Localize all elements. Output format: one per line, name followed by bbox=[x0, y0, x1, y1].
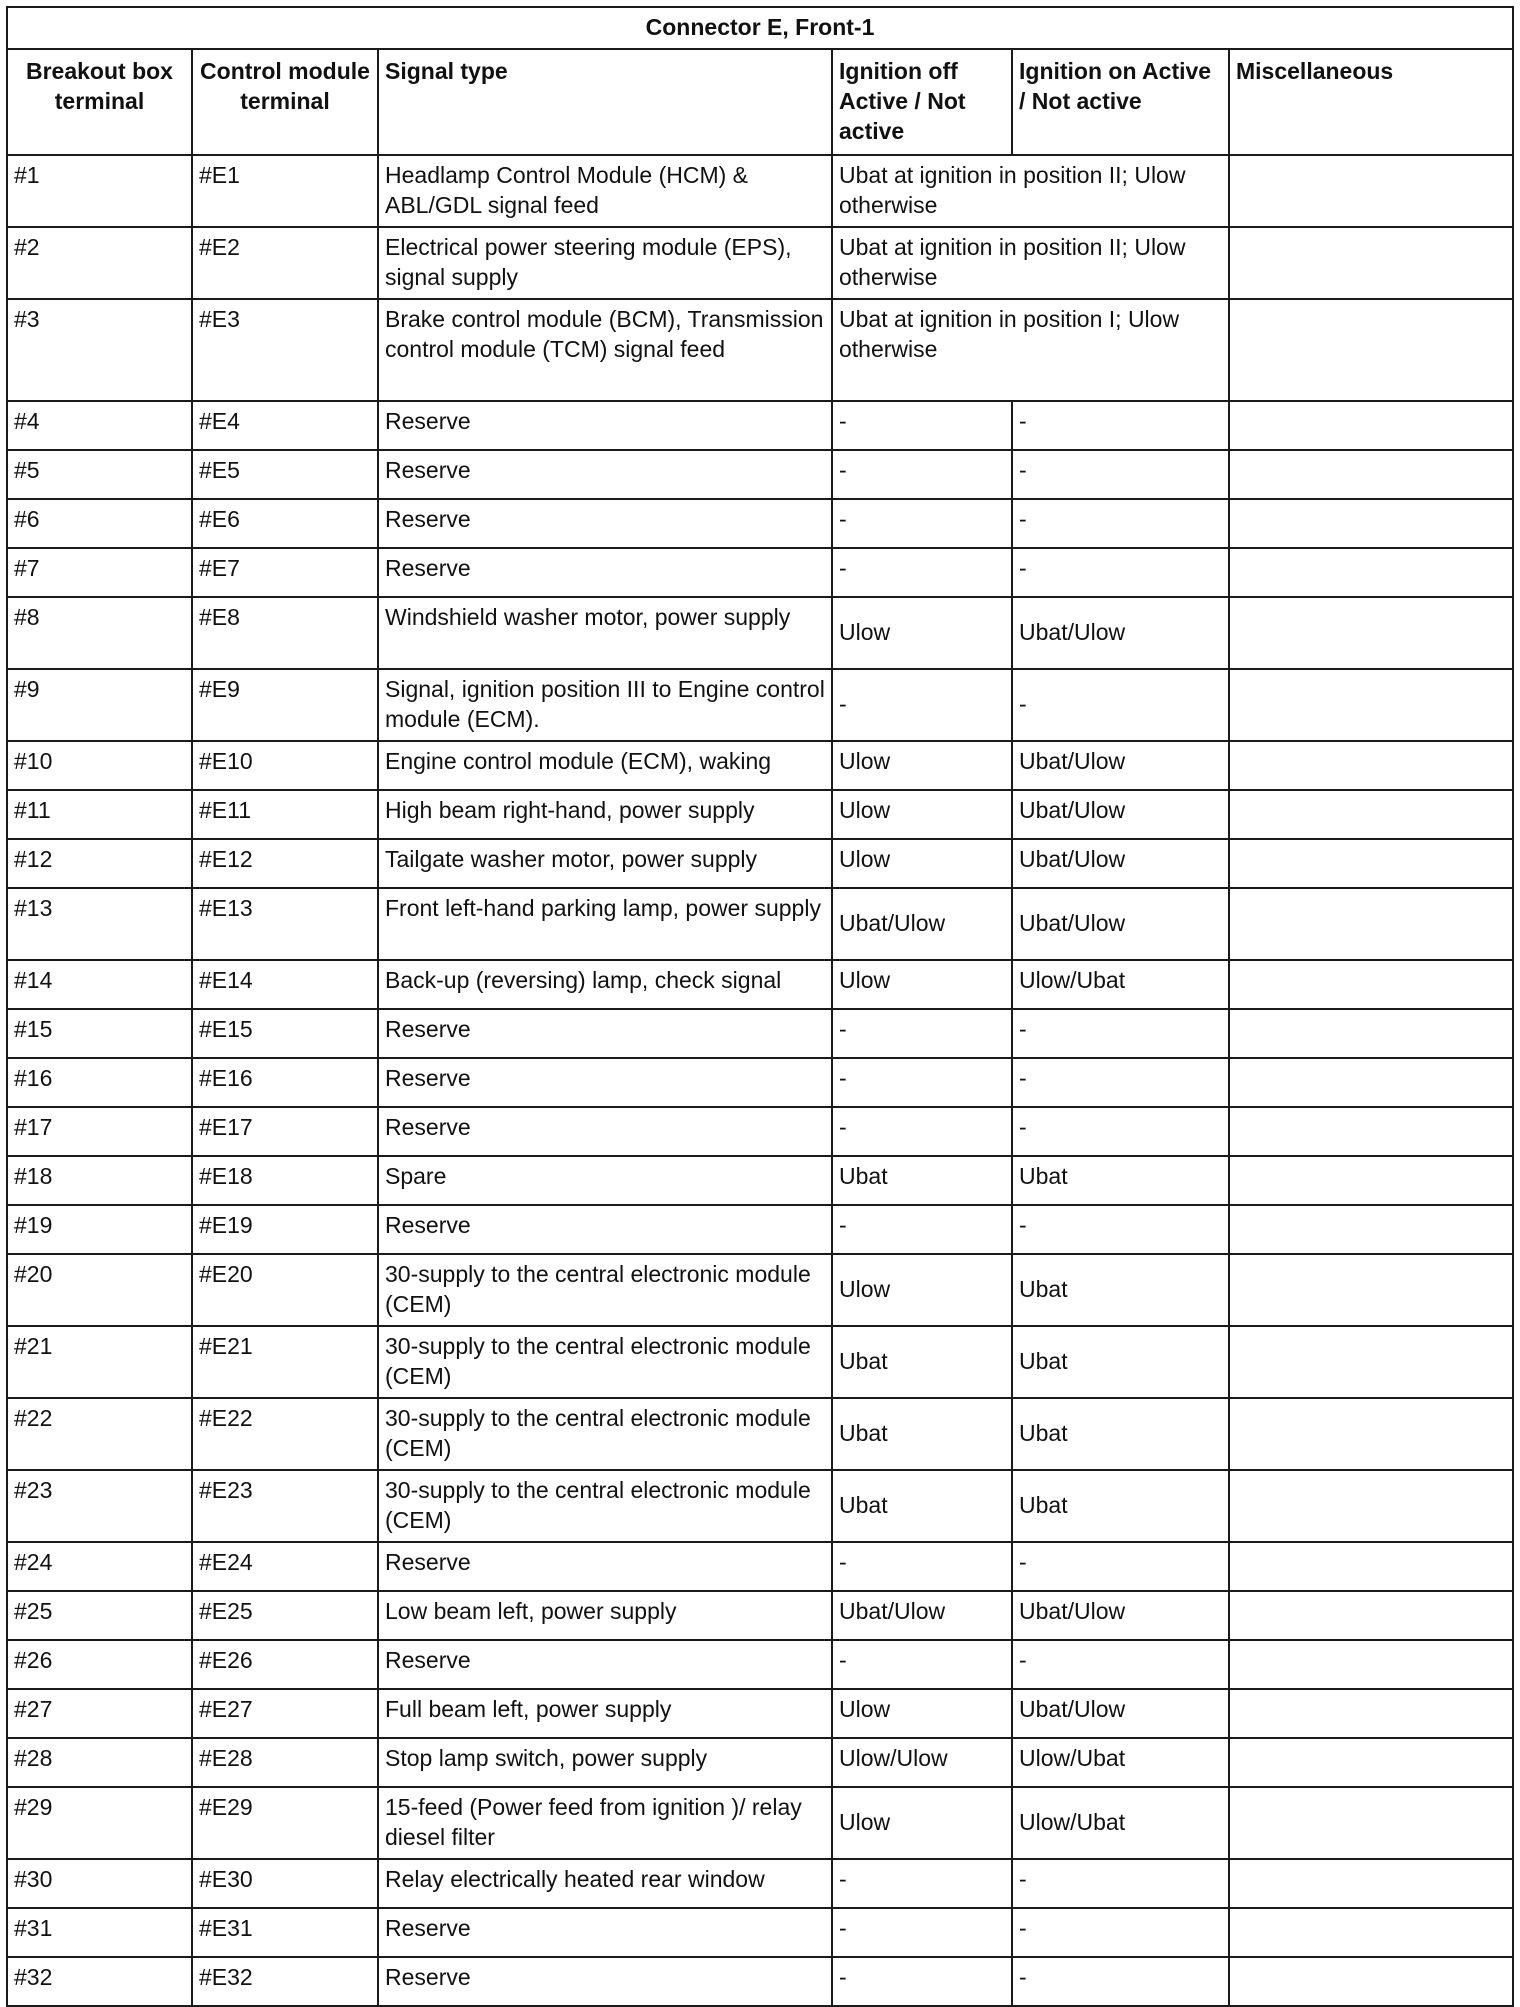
signal-type-cell: Headlamp Control Module (HCM) & ABL/GDL signal feed bbox=[378, 155, 832, 227]
breakout-terminal-cell: #31 bbox=[7, 1908, 192, 1957]
miscellaneous-cell bbox=[1229, 1859, 1513, 1908]
breakout-terminal-cell: #29 bbox=[7, 1787, 192, 1859]
header-miscellaneous: Miscellaneous bbox=[1229, 49, 1513, 155]
breakout-terminal-cell: #30 bbox=[7, 1859, 192, 1908]
signal-type-cell: Engine control module (ECM), waking bbox=[378, 741, 832, 790]
table-row bbox=[7, 499, 1513, 548]
breakout-terminal-cell: #21 bbox=[7, 1326, 192, 1398]
signal-type-cell: Reserve bbox=[378, 450, 832, 499]
control-terminal-cell: #E7 bbox=[192, 548, 378, 597]
ignition-off-cell: Ulow bbox=[832, 790, 1012, 839]
control-terminal-cell: #E22 bbox=[192, 1398, 378, 1470]
miscellaneous-cell bbox=[1229, 1470, 1513, 1542]
ignition-off-cell: - bbox=[832, 1542, 1012, 1591]
table-row bbox=[7, 1470, 1513, 1542]
ignition-off-cell: - bbox=[832, 1009, 1012, 1058]
ignition-off-cell: Ulow bbox=[832, 1787, 1012, 1859]
signal-type-cell: Relay electrically heated rear window bbox=[378, 1859, 832, 1908]
header-breakout-box-terminal: Breakout box terminal bbox=[7, 49, 192, 155]
miscellaneous-cell bbox=[1229, 1908, 1513, 1957]
control-terminal-cell: #E11 bbox=[192, 790, 378, 839]
ignition-off-cell: Ubat bbox=[832, 1470, 1012, 1542]
ignition-on-cell: Ubat/Ulow bbox=[1012, 1689, 1229, 1738]
ignition-off-cell: - bbox=[832, 1058, 1012, 1107]
control-terminal-cell: #E5 bbox=[192, 450, 378, 499]
ignition-on-cell: - bbox=[1012, 669, 1229, 741]
ignition-on-cell: Ulow/Ubat bbox=[1012, 960, 1229, 1009]
ignition-off-cell: - bbox=[832, 1107, 1012, 1156]
signal-type-cell: Reserve bbox=[378, 1542, 832, 1591]
ignition-off-cell: Ulow bbox=[832, 597, 1012, 669]
table-row bbox=[7, 155, 1513, 227]
table-row bbox=[7, 1107, 1513, 1156]
signal-type-cell: Reserve bbox=[378, 1205, 832, 1254]
signal-type-cell: Reserve bbox=[378, 1058, 832, 1107]
ignition-off-cell: - bbox=[832, 548, 1012, 597]
ignition-off-cell: - bbox=[832, 401, 1012, 450]
miscellaneous-cell bbox=[1229, 1398, 1513, 1470]
ignition-off-cell: - bbox=[832, 1957, 1012, 2006]
ignition-state-cell: Ubat at ignition in position II; Ulow otherwise bbox=[832, 227, 1229, 299]
table-row bbox=[7, 839, 1513, 888]
table-row bbox=[7, 1254, 1513, 1326]
control-terminal-cell: #E27 bbox=[192, 1689, 378, 1738]
miscellaneous-cell bbox=[1229, 1640, 1513, 1689]
breakout-terminal-cell: #2 bbox=[7, 227, 192, 299]
ignition-off-cell: - bbox=[832, 1640, 1012, 1689]
table-row bbox=[7, 1009, 1513, 1058]
ignition-on-cell: Ubat bbox=[1012, 1254, 1229, 1326]
breakout-terminal-cell: #32 bbox=[7, 1957, 192, 2006]
table-row bbox=[7, 888, 1513, 960]
signal-type-cell: 30-supply to the central electronic module (CEM) bbox=[378, 1326, 832, 1398]
miscellaneous-cell bbox=[1229, 1107, 1513, 1156]
table-row bbox=[7, 1957, 1513, 2006]
ignition-on-cell: - bbox=[1012, 1640, 1229, 1689]
control-terminal-cell: #E17 bbox=[192, 1107, 378, 1156]
ignition-off-cell: Ubat/Ulow bbox=[832, 888, 1012, 960]
table-row bbox=[7, 1689, 1513, 1738]
table-body bbox=[7, 155, 1513, 2006]
breakout-terminal-cell: #15 bbox=[7, 1009, 192, 1058]
ignition-on-cell: - bbox=[1012, 1107, 1229, 1156]
control-terminal-cell: #E1 bbox=[192, 155, 378, 227]
table-row bbox=[7, 227, 1513, 299]
control-terminal-cell: #E23 bbox=[192, 1470, 378, 1542]
control-terminal-cell: #E8 bbox=[192, 597, 378, 669]
ignition-on-cell: Ubat/Ulow bbox=[1012, 888, 1229, 960]
miscellaneous-cell bbox=[1229, 597, 1513, 669]
breakout-terminal-cell: #20 bbox=[7, 1254, 192, 1326]
control-terminal-cell: #E30 bbox=[192, 1859, 378, 1908]
signal-type-cell: Reserve bbox=[378, 548, 832, 597]
miscellaneous-cell bbox=[1229, 1957, 1513, 2006]
miscellaneous-cell bbox=[1229, 741, 1513, 790]
signal-type-cell: 30-supply to the central electronic module (CEM) bbox=[378, 1470, 832, 1542]
table-row bbox=[7, 1640, 1513, 1689]
signal-type-cell: Reserve bbox=[378, 1107, 832, 1156]
table-row bbox=[7, 597, 1513, 669]
table-row bbox=[7, 1398, 1513, 1470]
ignition-on-cell: Ubat bbox=[1012, 1398, 1229, 1470]
control-terminal-cell: #E25 bbox=[192, 1591, 378, 1640]
breakout-terminal-cell: #28 bbox=[7, 1738, 192, 1787]
table-title: Connector E, Front-1 bbox=[7, 7, 1513, 49]
table-row bbox=[7, 1787, 1513, 1859]
miscellaneous-cell bbox=[1229, 669, 1513, 741]
ignition-off-cell: Ulow bbox=[832, 1254, 1012, 1326]
breakout-terminal-cell: #16 bbox=[7, 1058, 192, 1107]
ignition-on-cell: - bbox=[1012, 1908, 1229, 1957]
miscellaneous-cell bbox=[1229, 450, 1513, 499]
control-terminal-cell: #E29 bbox=[192, 1787, 378, 1859]
breakout-terminal-cell: #6 bbox=[7, 499, 192, 548]
miscellaneous-cell bbox=[1229, 401, 1513, 450]
table-row bbox=[7, 1859, 1513, 1908]
signal-type-cell: Windshield washer motor, power supply bbox=[378, 597, 832, 669]
control-terminal-cell: #E28 bbox=[192, 1738, 378, 1787]
connector-table-container bbox=[6, 6, 1512, 2007]
ignition-off-cell: Ubat bbox=[832, 1156, 1012, 1205]
miscellaneous-cell bbox=[1229, 1058, 1513, 1107]
table-row bbox=[7, 450, 1513, 499]
breakout-terminal-cell: #19 bbox=[7, 1205, 192, 1254]
signal-type-cell: Reserve bbox=[378, 1009, 832, 1058]
control-terminal-cell: #E18 bbox=[192, 1156, 378, 1205]
miscellaneous-cell bbox=[1229, 888, 1513, 960]
ignition-on-cell: - bbox=[1012, 450, 1229, 499]
header-ignition-off: Ignition off Active / Not active bbox=[832, 49, 1012, 155]
table-row bbox=[7, 401, 1513, 450]
control-terminal-cell: #E9 bbox=[192, 669, 378, 741]
table-row bbox=[7, 960, 1513, 1009]
table-row bbox=[7, 548, 1513, 597]
miscellaneous-cell bbox=[1229, 1326, 1513, 1398]
table-row bbox=[7, 1326, 1513, 1398]
breakout-terminal-cell: #9 bbox=[7, 669, 192, 741]
control-terminal-cell: #E6 bbox=[192, 499, 378, 548]
miscellaneous-cell bbox=[1229, 839, 1513, 888]
miscellaneous-cell bbox=[1229, 1591, 1513, 1640]
miscellaneous-cell bbox=[1229, 227, 1513, 299]
miscellaneous-cell bbox=[1229, 1156, 1513, 1205]
ignition-on-cell: Ulow/Ubat bbox=[1012, 1738, 1229, 1787]
ignition-on-cell: Ubat/Ulow bbox=[1012, 1591, 1229, 1640]
signal-type-cell: 15-feed (Power feed from ignition )/ relay diesel filter bbox=[378, 1787, 832, 1859]
miscellaneous-cell bbox=[1229, 960, 1513, 1009]
ignition-on-cell: - bbox=[1012, 1957, 1229, 2006]
signal-type-cell: Signal, ignition position III to Engine control module (ECM). bbox=[378, 669, 832, 741]
miscellaneous-cell bbox=[1229, 790, 1513, 839]
signal-type-cell: 30-supply to the central electronic module (CEM) bbox=[378, 1398, 832, 1470]
signal-type-cell: Reserve bbox=[378, 401, 832, 450]
signal-type-cell: Brake control module (BCM), Transmission control module (TCM) signal feed bbox=[378, 299, 832, 401]
ignition-off-cell: Ulow/Ulow bbox=[832, 1738, 1012, 1787]
ignition-off-cell: - bbox=[832, 450, 1012, 499]
ignition-on-cell: - bbox=[1012, 499, 1229, 548]
miscellaneous-cell bbox=[1229, 1738, 1513, 1787]
ignition-state-cell: Ubat at ignition in position I; Ulow otherwise bbox=[832, 299, 1229, 401]
table-row bbox=[7, 669, 1513, 741]
breakout-terminal-cell: #3 bbox=[7, 299, 192, 401]
breakout-terminal-cell: #23 bbox=[7, 1470, 192, 1542]
signal-type-cell: Reserve bbox=[378, 499, 832, 548]
ignition-off-cell: Ulow bbox=[832, 960, 1012, 1009]
signal-type-cell: Back-up (reversing) lamp, check signal bbox=[378, 960, 832, 1009]
ignition-on-cell: Ubat bbox=[1012, 1470, 1229, 1542]
signal-type-cell: Reserve bbox=[378, 1640, 832, 1689]
miscellaneous-cell bbox=[1229, 1689, 1513, 1738]
ignition-on-cell: - bbox=[1012, 548, 1229, 597]
ignition-on-cell: - bbox=[1012, 1859, 1229, 1908]
breakout-terminal-cell: #18 bbox=[7, 1156, 192, 1205]
control-terminal-cell: #E4 bbox=[192, 401, 378, 450]
breakout-terminal-cell: #27 bbox=[7, 1689, 192, 1738]
table-row bbox=[7, 1591, 1513, 1640]
miscellaneous-cell bbox=[1229, 299, 1513, 401]
control-terminal-cell: #E13 bbox=[192, 888, 378, 960]
breakout-terminal-cell: #7 bbox=[7, 548, 192, 597]
signal-type-cell: Tailgate washer motor, power supply bbox=[378, 839, 832, 888]
table-row bbox=[7, 1205, 1513, 1254]
control-terminal-cell: #E14 bbox=[192, 960, 378, 1009]
breakout-terminal-cell: #5 bbox=[7, 450, 192, 499]
control-terminal-cell: #E16 bbox=[192, 1058, 378, 1107]
signal-type-cell: High beam right-hand, power supply bbox=[378, 790, 832, 839]
control-terminal-cell: #E31 bbox=[192, 1908, 378, 1957]
breakout-terminal-cell: #24 bbox=[7, 1542, 192, 1591]
signal-type-cell: Stop lamp switch, power supply bbox=[378, 1738, 832, 1787]
miscellaneous-cell bbox=[1229, 1254, 1513, 1326]
breakout-terminal-cell: #25 bbox=[7, 1591, 192, 1640]
ignition-state-cell: Ubat at ignition in position II; Ulow otherwise bbox=[832, 155, 1229, 227]
ignition-off-cell: - bbox=[832, 669, 1012, 741]
ignition-on-cell: Ubat bbox=[1012, 1326, 1229, 1398]
signal-type-cell: 30-supply to the central electronic module (CEM) bbox=[378, 1254, 832, 1326]
ignition-off-cell: - bbox=[832, 499, 1012, 548]
ignition-on-cell: Ubat/Ulow bbox=[1012, 839, 1229, 888]
control-terminal-cell: #E21 bbox=[192, 1326, 378, 1398]
breakout-terminal-cell: #10 bbox=[7, 741, 192, 790]
ignition-on-cell: - bbox=[1012, 1205, 1229, 1254]
signal-type-cell: Spare bbox=[378, 1156, 832, 1205]
breakout-terminal-cell: #4 bbox=[7, 401, 192, 450]
table-row bbox=[7, 1156, 1513, 1205]
ignition-off-cell: Ubat bbox=[832, 1326, 1012, 1398]
ignition-off-cell: - bbox=[832, 1859, 1012, 1908]
control-terminal-cell: #E12 bbox=[192, 839, 378, 888]
breakout-terminal-cell: #17 bbox=[7, 1107, 192, 1156]
table-row bbox=[7, 1738, 1513, 1787]
miscellaneous-cell bbox=[1229, 548, 1513, 597]
miscellaneous-cell bbox=[1229, 1542, 1513, 1591]
table-row bbox=[7, 1908, 1513, 1957]
connector-table bbox=[6, 6, 1514, 2007]
table-row bbox=[7, 741, 1513, 790]
breakout-terminal-cell: #13 bbox=[7, 888, 192, 960]
ignition-on-cell: Ubat/Ulow bbox=[1012, 741, 1229, 790]
ignition-on-cell: - bbox=[1012, 401, 1229, 450]
control-terminal-cell: #E20 bbox=[192, 1254, 378, 1326]
control-terminal-cell: #E19 bbox=[192, 1205, 378, 1254]
table-row bbox=[7, 1542, 1513, 1591]
header-ignition-on: Ignition on Active / Not active bbox=[1012, 49, 1229, 155]
ignition-off-cell: - bbox=[832, 1205, 1012, 1254]
miscellaneous-cell bbox=[1229, 1009, 1513, 1058]
miscellaneous-cell bbox=[1229, 1787, 1513, 1859]
table-row bbox=[7, 790, 1513, 839]
ignition-on-cell: - bbox=[1012, 1009, 1229, 1058]
control-terminal-cell: #E15 bbox=[192, 1009, 378, 1058]
signal-type-cell: Front left-hand parking lamp, power supply bbox=[378, 888, 832, 960]
breakout-terminal-cell: #1 bbox=[7, 155, 192, 227]
ignition-on-cell: Ubat/Ulow bbox=[1012, 790, 1229, 839]
miscellaneous-cell bbox=[1229, 499, 1513, 548]
signal-type-cell: Reserve bbox=[378, 1908, 832, 1957]
signal-type-cell: Reserve bbox=[378, 1957, 832, 2006]
header-control-module-terminal: Control module terminal bbox=[192, 49, 378, 155]
ignition-on-cell: Ulow/Ubat bbox=[1012, 1787, 1229, 1859]
miscellaneous-cell bbox=[1229, 155, 1513, 227]
breakout-terminal-cell: #22 bbox=[7, 1398, 192, 1470]
miscellaneous-cell bbox=[1229, 1205, 1513, 1254]
signal-type-cell: Full beam left, power supply bbox=[378, 1689, 832, 1738]
ignition-on-cell: - bbox=[1012, 1542, 1229, 1591]
breakout-terminal-cell: #14 bbox=[7, 960, 192, 1009]
control-terminal-cell: #E10 bbox=[192, 741, 378, 790]
ignition-off-cell: Ulow bbox=[832, 1689, 1012, 1738]
control-terminal-cell: #E32 bbox=[192, 1957, 378, 2006]
breakout-terminal-cell: #12 bbox=[7, 839, 192, 888]
header-signal-type: Signal type bbox=[378, 49, 832, 155]
control-terminal-cell: #E26 bbox=[192, 1640, 378, 1689]
breakout-terminal-cell: #8 bbox=[7, 597, 192, 669]
ignition-off-cell: Ulow bbox=[832, 839, 1012, 888]
ignition-off-cell: Ubat bbox=[832, 1398, 1012, 1470]
table-row bbox=[7, 1058, 1513, 1107]
ignition-off-cell: - bbox=[832, 1908, 1012, 1957]
signal-type-cell: Low beam left, power supply bbox=[378, 1591, 832, 1640]
control-terminal-cell: #E24 bbox=[192, 1542, 378, 1591]
ignition-on-cell: Ubat/Ulow bbox=[1012, 597, 1229, 669]
breakout-terminal-cell: #11 bbox=[7, 790, 192, 839]
ignition-off-cell: Ulow bbox=[832, 741, 1012, 790]
control-terminal-cell: #E2 bbox=[192, 227, 378, 299]
breakout-terminal-cell: #26 bbox=[7, 1640, 192, 1689]
table-row bbox=[7, 299, 1513, 401]
ignition-on-cell: - bbox=[1012, 1058, 1229, 1107]
ignition-on-cell: Ubat bbox=[1012, 1156, 1229, 1205]
signal-type-cell: Electrical power steering module (EPS), signal supply bbox=[378, 227, 832, 299]
control-terminal-cell: #E3 bbox=[192, 299, 378, 401]
ignition-off-cell: Ubat/Ulow bbox=[832, 1591, 1012, 1640]
